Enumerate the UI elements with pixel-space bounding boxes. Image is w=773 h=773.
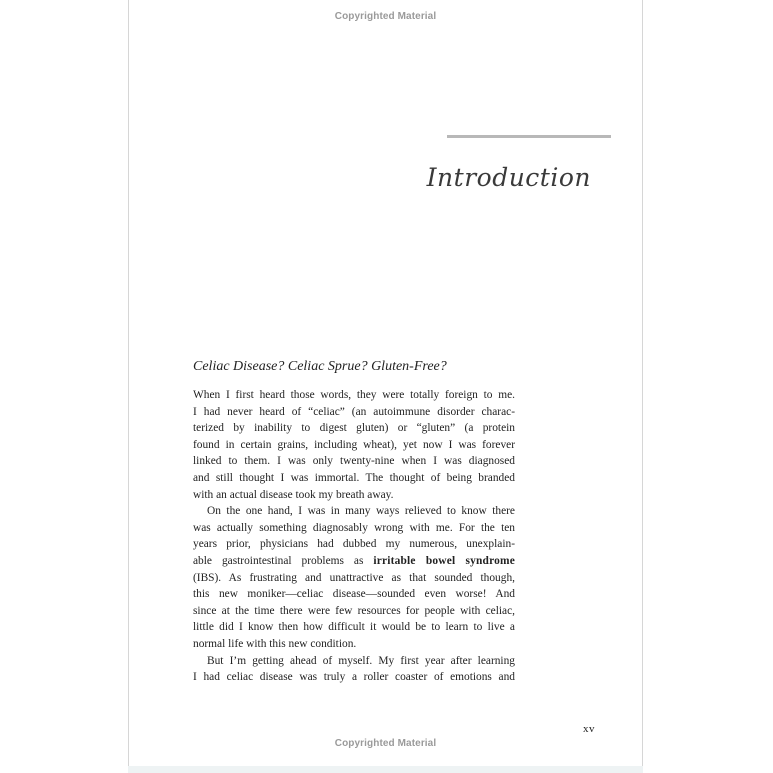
- copyright-watermark-bottom: Copyrighted Material: [334, 738, 437, 749]
- paragraph-2-line-5: (IBS). As frustrating and unattractive as that sounded though,: [193, 571, 515, 584]
- paragraph-1-line-7: with an actual disease took my breath away.: [193, 488, 394, 501]
- paragraph-2-line-9: normal life with this new condition.: [193, 637, 357, 650]
- copyright-watermark-top: Copyrighted Material: [334, 11, 437, 22]
- paragraph-2-line-6: this new moniker—celiac disease—sounded even worse! And: [193, 588, 515, 601]
- paragraph-3-line-2: I had celiac disease was truly a roller coaster of emotions and: [193, 671, 515, 684]
- paragraph-2-line-2: was actually something diagnosably wrong with me. For the ten: [193, 521, 515, 534]
- paragraph-1-line-2: I had never heard of “celiac” (an autoimmune disorder charac-: [193, 405, 515, 418]
- section-heading: Celiac Disease? Celiac Sprue? Gluten-Free?: [193, 359, 447, 374]
- paragraph-2-line-7: since at the time there were few resources for people with celiac,: [193, 604, 515, 617]
- chapter-rule: [447, 135, 611, 138]
- paragraph-2-line-1: On the one hand, I was in many ways relieved to know there: [207, 505, 515, 518]
- paragraph-2-line-4-text: able gastrointestinal problems as: [193, 554, 364, 567]
- paragraph-1-line-5: linked to them. I was only twenty-nine when I was diagnosed: [193, 455, 515, 468]
- paragraph-1-line-4: found in certain grains, including wheat), yet now I was forever: [193, 438, 515, 451]
- paragraph-2-line-4: [193, 553, 515, 570]
- body-text: [193, 387, 515, 686]
- paragraph-2-line-3: years prior, physicians had dubbed my numerous, unexplain-: [193, 538, 515, 551]
- page-number: xv: [583, 723, 595, 735]
- bold-term: irritable bowel syndrome: [373, 554, 515, 567]
- paragraph-1-line-3: terized by inability to digest gluten) or “gluten” (a protein: [193, 422, 515, 435]
- page-bottom-edge: [128, 766, 643, 773]
- paragraph-2-line-8: little did I know then how difficult it would be to learn to live a: [193, 621, 515, 634]
- paragraph-3-line-1: But I’m getting ahead of myself. My first year after learning: [207, 654, 515, 667]
- paragraph-1-line-6: and still thought I was immortal. The thought of being branded: [193, 471, 515, 484]
- paragraph-1-line-1: When I first heard those words, they were totally foreign to me.: [193, 389, 515, 401]
- book-page: [128, 0, 643, 766]
- chapter-title: Introduction: [426, 163, 591, 192]
